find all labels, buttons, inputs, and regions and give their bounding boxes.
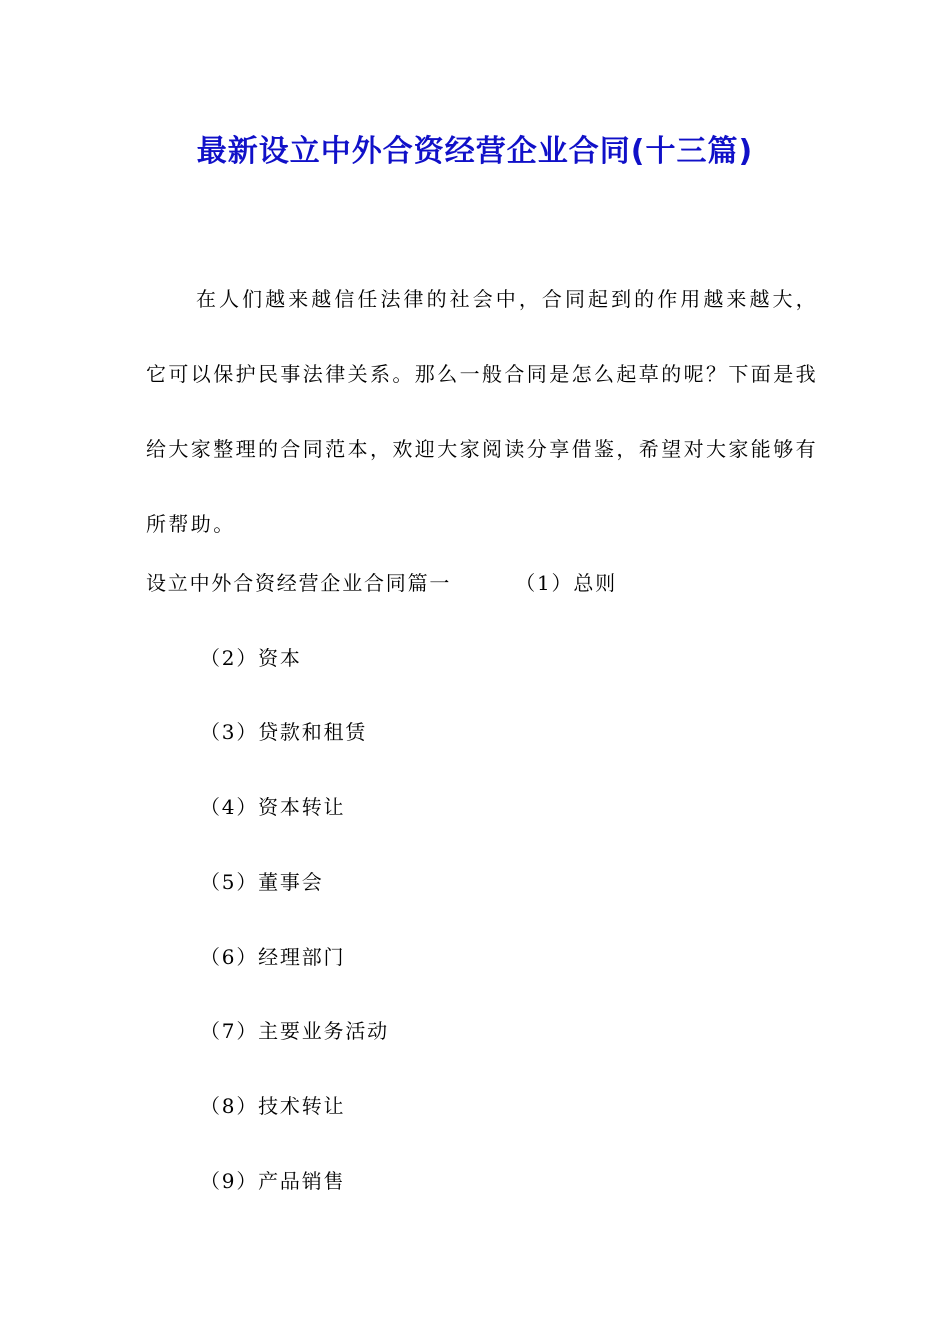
list-item: （5）董事会 — [200, 870, 324, 894]
list-item: （9）产品销售 — [200, 1169, 346, 1193]
intro-paragraph: 在人们越来越信任法律的社会中，合同起到的作用越来越大，它可以保护民事法律关系。那么一般合同是怎么起草的呢？下面是我给大家整理的合同范本，欢迎大家阅读分享借鉴，希望对大家能够有所帮助。 — [146, 287, 818, 536]
list-item: （8）技术转让 — [200, 1094, 346, 1118]
list-item: （6）经理部门 — [200, 945, 346, 969]
section-heading-line — [146, 563, 617, 603]
list-item: （3）贷款和租赁 — [200, 720, 368, 744]
document-title: 最新设立中外合资经营企业合同(十三篇) — [196, 134, 754, 169]
list-item: （2）资本 — [200, 646, 302, 670]
list-item: （4）资本转让 — [200, 795, 346, 819]
section-heading: 设立中外合资经营企业合同篇一 — [146, 571, 452, 595]
list-item: （7）主要业务活动 — [200, 1019, 389, 1043]
list-item: （1）总则 — [515, 571, 617, 595]
